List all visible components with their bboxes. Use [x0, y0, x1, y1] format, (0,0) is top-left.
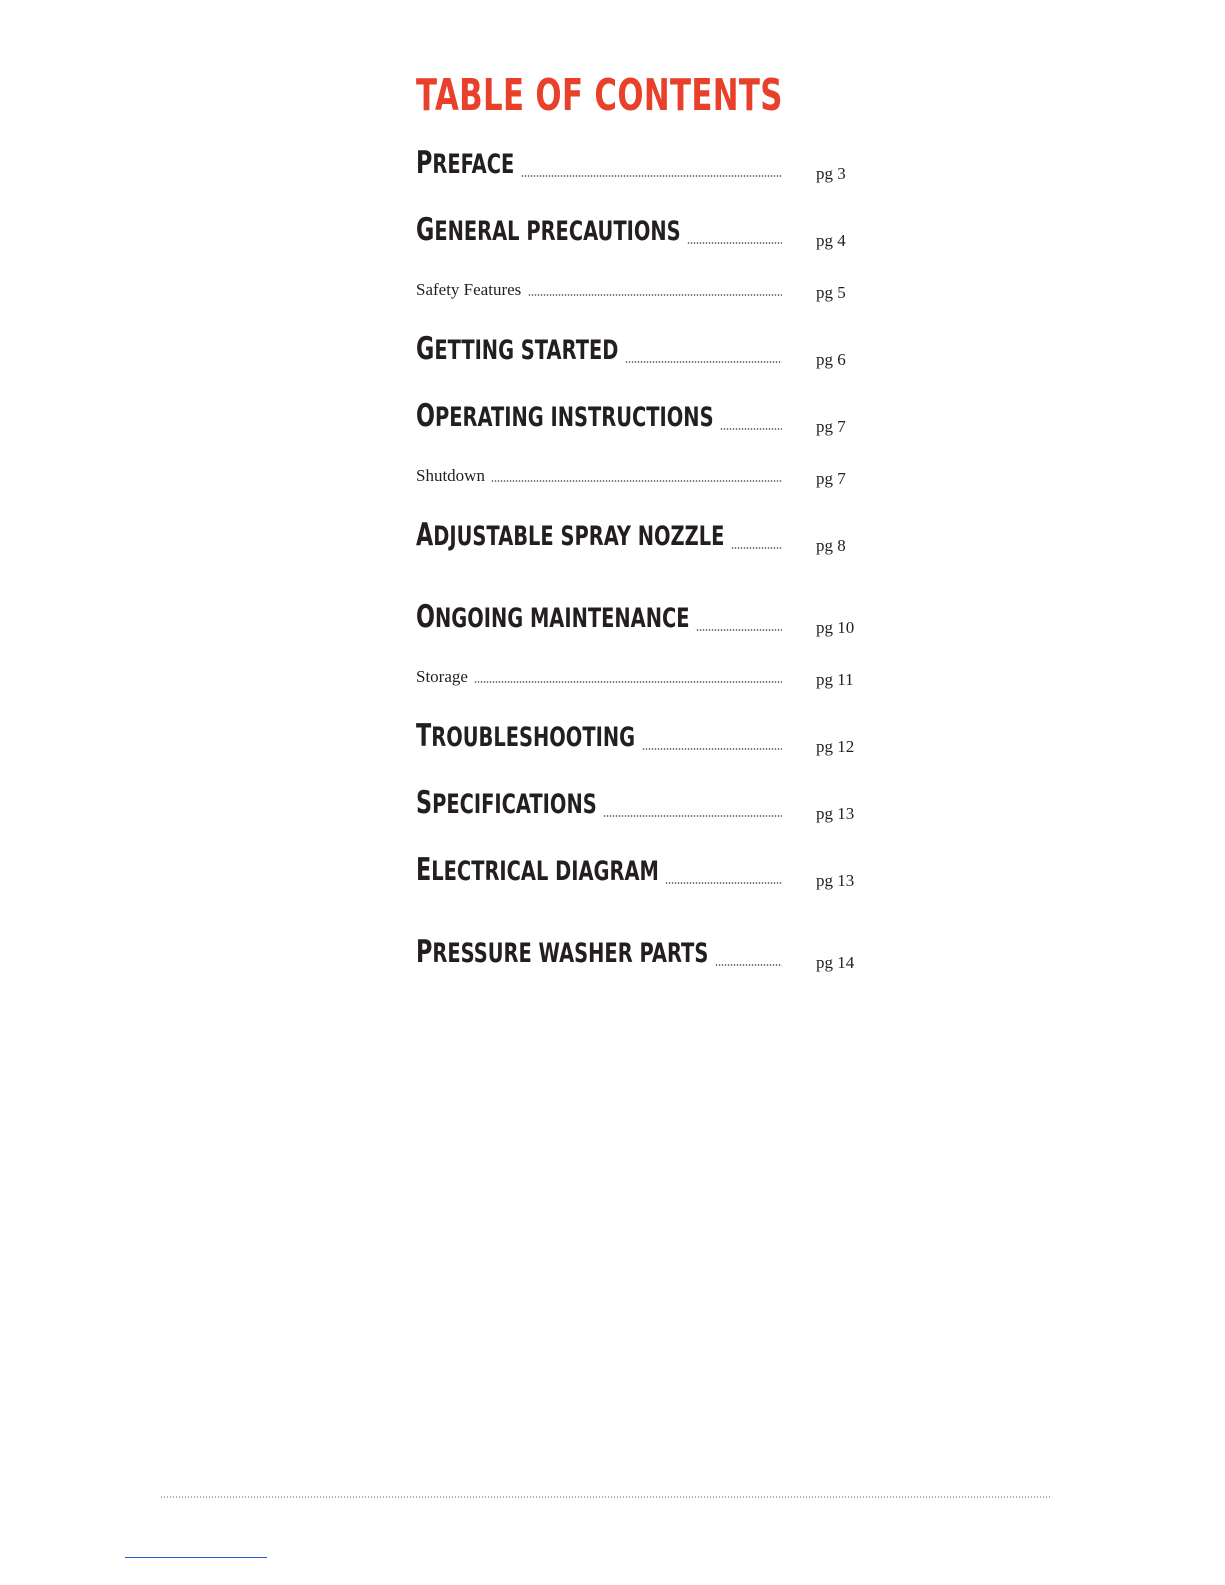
- toc-entry-ongoing-maintenance[interactable]: [416, 599, 861, 639]
- leader-dots: [521, 175, 782, 177]
- toc-entry-page: pg 14: [816, 953, 855, 972]
- toc-entry-page: pg 13: [816, 804, 855, 823]
- toc-entry-page: pg 10: [816, 618, 855, 637]
- toc-entry-label: ADJUSTABLE SPRAY NOZZLE: [416, 517, 725, 553]
- toc-entry-pressure-washer-parts[interactable]: [416, 934, 861, 974]
- toc-entry-label: TROUBLESHOOTING: [416, 718, 636, 754]
- toc-entry-specifications[interactable]: [416, 785, 861, 825]
- leader-dots: [474, 681, 782, 683]
- toc-entry-safety-features[interactable]: [416, 264, 861, 304]
- toc-entry-label: GETTING STARTED: [416, 331, 619, 367]
- toc-entry-troubleshooting[interactable]: [416, 718, 861, 758]
- toc-entry-operating-instructions[interactable]: [416, 398, 861, 438]
- toc-entry-electrical-diagram[interactable]: [416, 852, 861, 892]
- leader-dots: [696, 629, 782, 631]
- toc-entry-page: pg 3: [816, 164, 846, 183]
- toc-entry-page: pg 12: [816, 737, 855, 756]
- toc-entry-label: SPECIFICATIONS: [416, 785, 597, 821]
- toc-entry-label: PRESSURE WASHER PARTS: [416, 934, 709, 970]
- leader-dots: [687, 242, 782, 244]
- leader-dots: [491, 480, 782, 482]
- leader-dots: [715, 964, 782, 966]
- footer-dotted-rule: [160, 1496, 1050, 1498]
- toc-entry-label: ONGOING MAINTENANCE: [416, 599, 690, 635]
- toc-entry-page: pg 4: [816, 231, 846, 250]
- toc-entry-page: pg 8: [816, 536, 846, 555]
- toc-entry-page: pg 7: [816, 469, 846, 488]
- bottom-link-underline: [125, 1557, 267, 1558]
- leader-dots: [642, 748, 782, 750]
- leader-dots: [731, 547, 782, 549]
- leader-dots: [720, 428, 782, 430]
- toc-entry-page: pg 7: [816, 417, 846, 436]
- toc-entry-label: GENERAL PRECAUTIONS: [416, 212, 681, 248]
- toc-entry-shutdown[interactable]: [416, 450, 861, 490]
- toc-entry-getting-started[interactable]: [416, 331, 861, 371]
- toc-entry-label: Safety Features: [416, 280, 522, 299]
- toc-entry-general-precautions[interactable]: [416, 212, 861, 252]
- toc-title: TABLE OF CONTENTS: [416, 70, 783, 121]
- toc-entry-label: PREFACE: [416, 145, 515, 181]
- toc-entry-label: Shutdown: [416, 466, 485, 485]
- toc-entry-page: pg 5: [816, 283, 846, 302]
- toc-entry-adjustable-spray-nozzle[interactable]: [416, 517, 861, 557]
- toc-entry-preface[interactable]: [416, 145, 861, 185]
- toc-entry-page: pg 11: [816, 670, 854, 689]
- toc-entry-label: ELECTRICAL DIAGRAM: [416, 852, 659, 888]
- leader-dots: [625, 361, 782, 363]
- toc-entry-page: pg 13: [816, 871, 855, 890]
- toc-entry-label: OPERATING INSTRUCTIONS: [416, 398, 714, 434]
- toc-entry-label: Storage: [416, 667, 468, 686]
- leader-dots: [603, 815, 782, 817]
- toc-entry-storage[interactable]: [416, 651, 861, 691]
- leader-dots: [665, 882, 782, 884]
- leader-dots: [528, 294, 782, 296]
- toc-entry-page: pg 6: [816, 350, 846, 369]
